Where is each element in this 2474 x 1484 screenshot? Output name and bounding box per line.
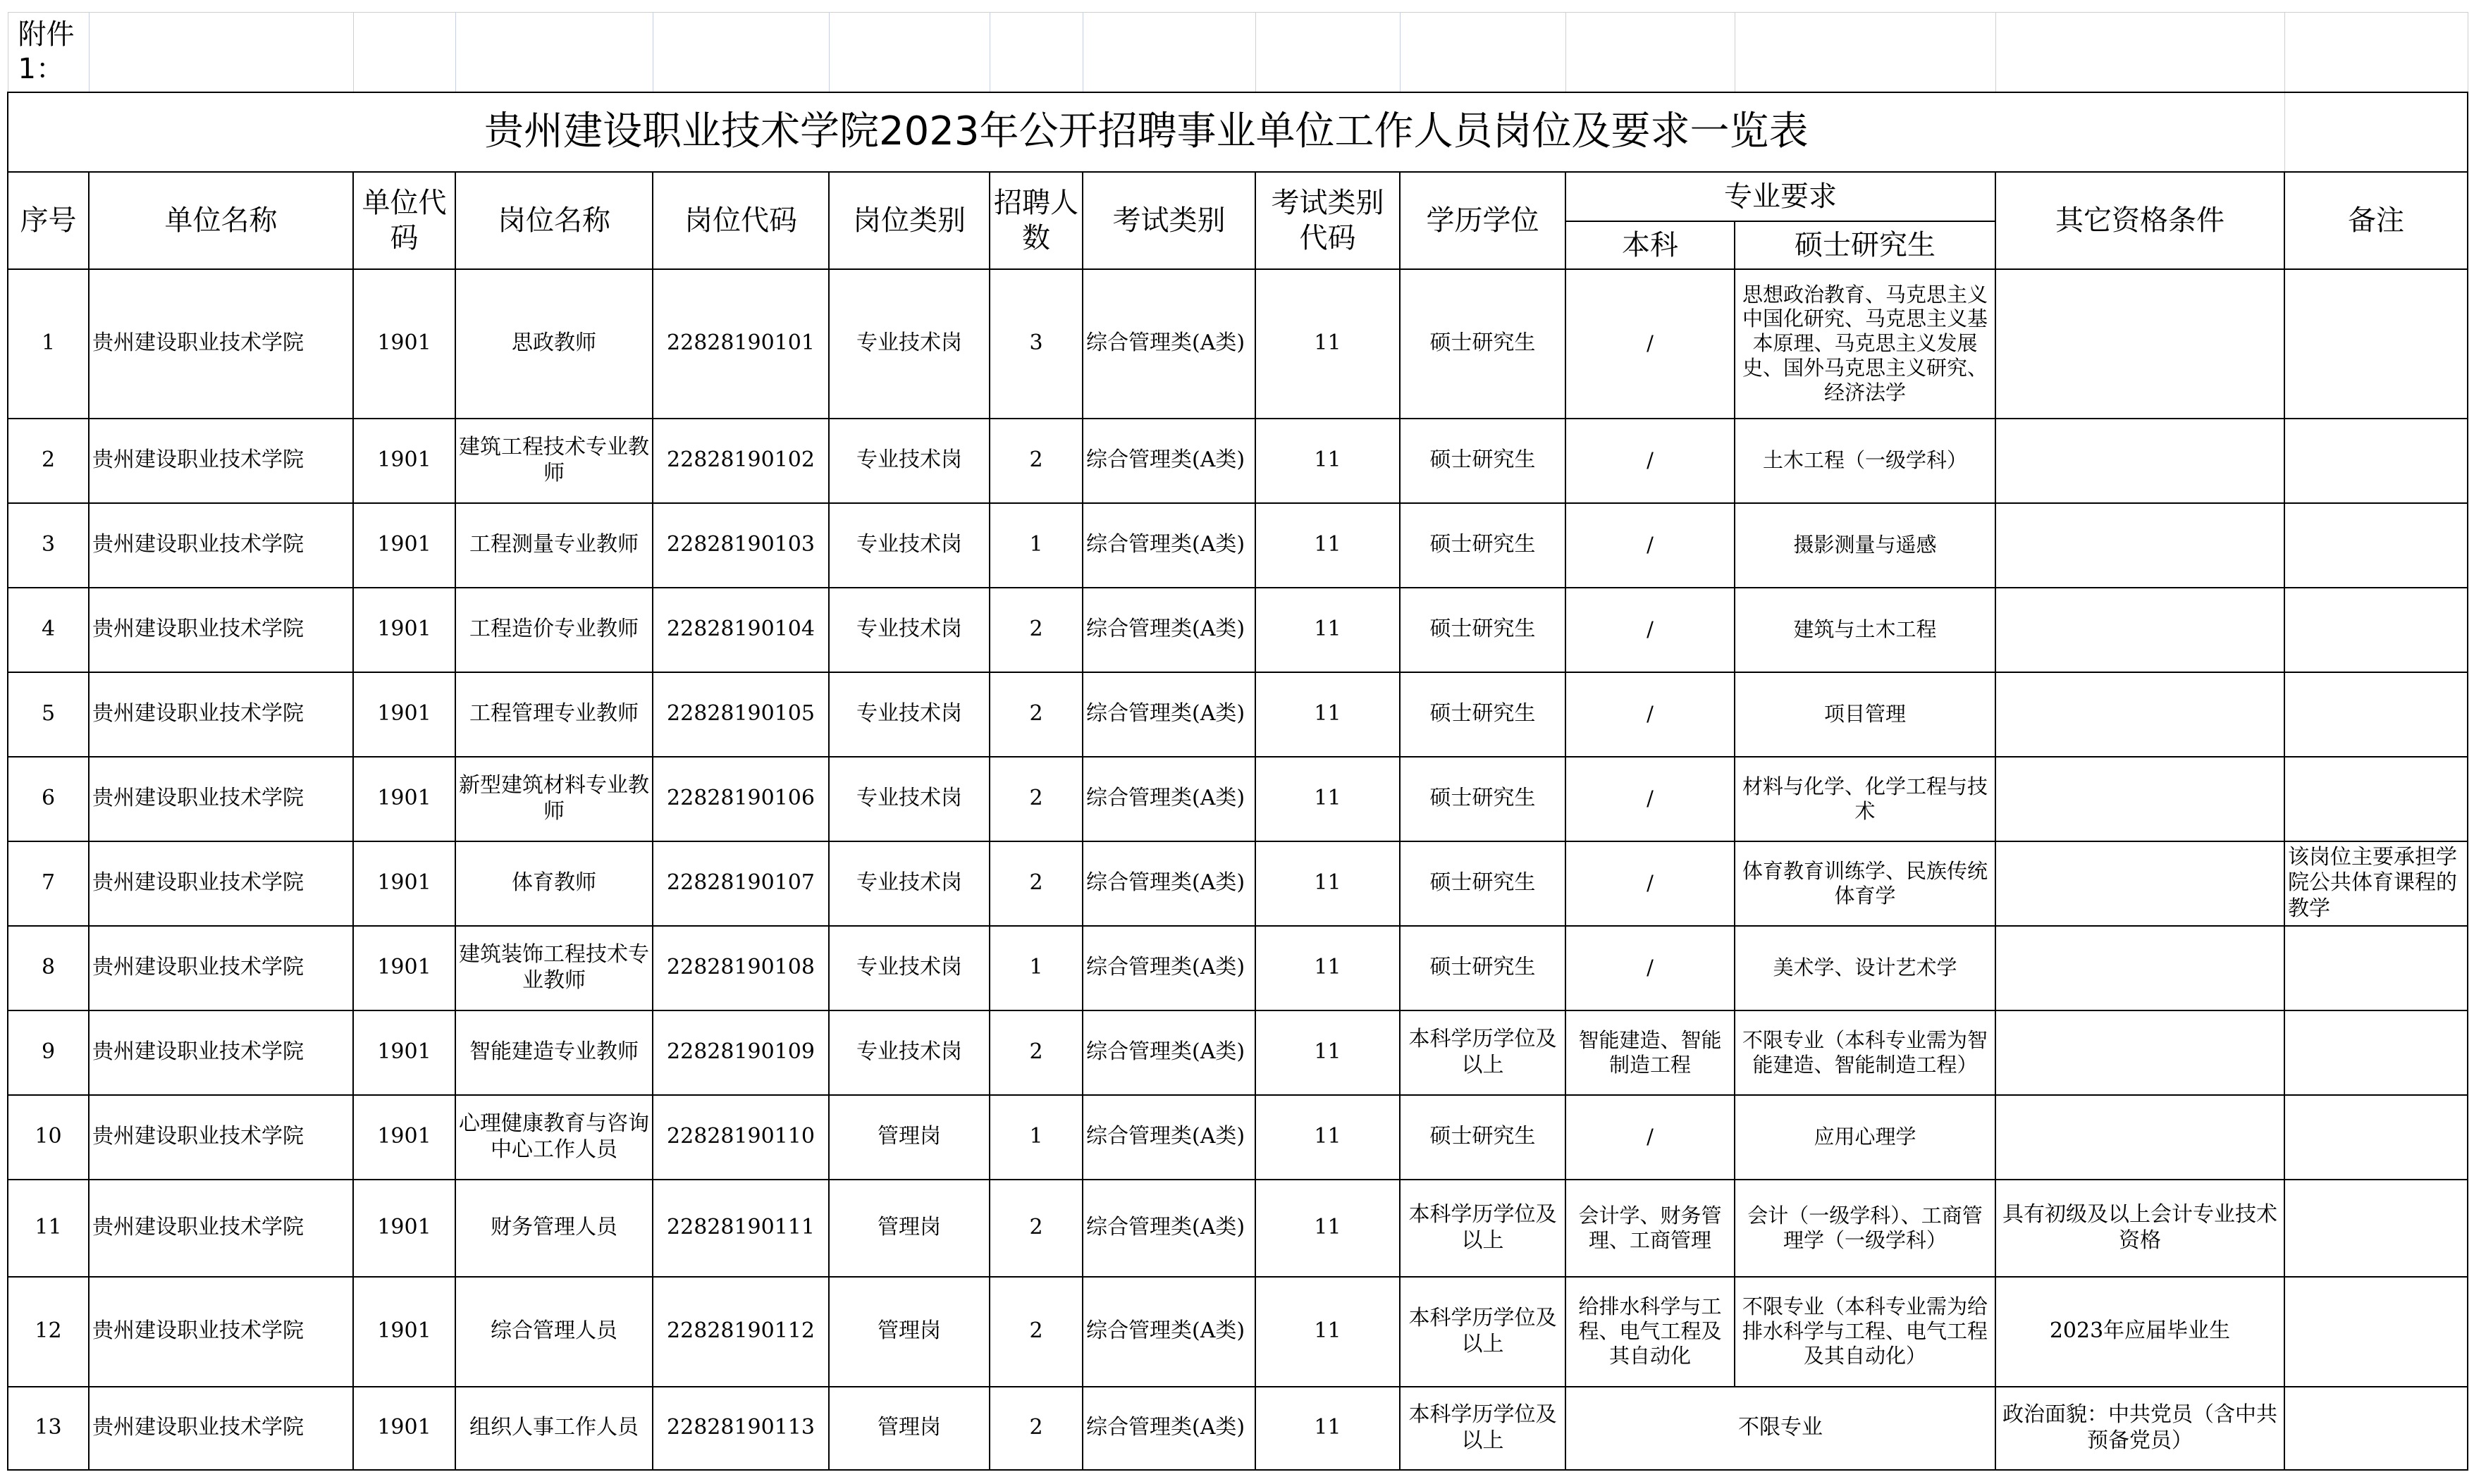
- cell-bachelor: /: [1565, 841, 1735, 926]
- cell-unit-name: 贵州建设职业技术学院: [89, 588, 353, 672]
- cell-seq: 3: [8, 503, 89, 588]
- cell-unit-name: 贵州建设职业技术学院: [89, 1095, 353, 1180]
- table-row: [8, 269, 2468, 419]
- cell-post-code: 22828190111: [653, 1180, 829, 1277]
- cell-bachelor: /: [1565, 1095, 1735, 1180]
- cell-post-type: 专业技术岗: [829, 841, 990, 926]
- cell-master: 会计（一级学科）、工商管理学（一级学科）: [1735, 1180, 1995, 1277]
- cell-remark: [2284, 1277, 2468, 1387]
- cell-post-type: 专业技术岗: [829, 588, 990, 672]
- cell-seq: 10: [8, 1095, 89, 1180]
- table-row: [8, 1095, 2468, 1180]
- cell-master: 思想政治教育、马克思主义中国化研究、马克思主义基本原理、马克思主义发展史、国外马克思主义研究、 经济法学: [1735, 269, 1995, 419]
- table-row: [8, 1387, 2468, 1470]
- cell-education: 硕士研究生: [1400, 926, 1565, 1010]
- cell-recruit-num: 2: [990, 1387, 1083, 1470]
- header-exam-code: 考试类别代码: [1255, 172, 1400, 269]
- cell-post-type: 专业技术岗: [829, 269, 990, 419]
- cell-post-name: 工程管理专业教师: [455, 672, 653, 757]
- cell-other: [1995, 1010, 2284, 1095]
- cell-exam-type: 综合管理类(A类): [1083, 503, 1255, 588]
- cell-post-name: 工程造价专业教师: [455, 588, 653, 672]
- header-row-1: [8, 172, 2468, 221]
- cell-unit-code: 1901: [353, 1095, 455, 1180]
- cell-seq: 12: [8, 1277, 89, 1387]
- cell-post-name: 新型建筑材料专业教师: [455, 757, 653, 841]
- cell-master: 美术学、设计艺术学: [1735, 926, 1995, 1010]
- cell-exam-code: 11: [1255, 1277, 1400, 1387]
- cell-seq: 7: [8, 841, 89, 926]
- cell-post-name: 心理健康教育与咨询中心工作人员: [455, 1095, 653, 1180]
- cell-recruit-num: 2: [990, 1277, 1083, 1387]
- cell-education: 硕士研究生: [1400, 841, 1565, 926]
- cell-exam-type: 综合管理类(A类): [1083, 419, 1255, 503]
- cell-post-type: 管理岗: [829, 1180, 990, 1277]
- header-master: 硕士研究生: [1735, 221, 1995, 269]
- cell-recruit-num: 1: [990, 1095, 1083, 1180]
- cell-master: 体育教育训练学、民族传统体育学: [1735, 841, 1995, 926]
- cell-exam-type: 综合管理类(A类): [1083, 269, 1255, 419]
- header-post-code: 岗位代码: [653, 172, 829, 269]
- cell-post-type: 专业技术岗: [829, 419, 990, 503]
- cell-other: 具有初级及以上会计专业技术资格: [1995, 1180, 2284, 1277]
- cell-post-code: 22828190106: [653, 757, 829, 841]
- cell-seq: 6: [8, 757, 89, 841]
- cell-master: 摄影测量与遥感: [1735, 503, 1995, 588]
- cell-post-name: 建筑装饰工程技术专业教师: [455, 926, 653, 1010]
- cell-bachelor: /: [1565, 588, 1735, 672]
- header-seq: 序号: [8, 172, 89, 269]
- cell-seq: 1: [8, 269, 89, 419]
- cell-master: 不限专业（本科专业需为给排水科学与工程、电气工程及其自动化）: [1735, 1277, 1995, 1387]
- cell-seq: 9: [8, 1010, 89, 1095]
- cell-unit-code: 1901: [353, 503, 455, 588]
- cell-post-name: 综合管理人员: [455, 1277, 653, 1387]
- cell-master: 材料与化学、化学工程与技术: [1735, 757, 1995, 841]
- header-post-type: 岗位类别: [829, 172, 990, 269]
- cell-education: 本科学历学位及以上: [1400, 1010, 1565, 1095]
- cell-education: 硕士研究生: [1400, 269, 1565, 419]
- cell-post-code: 22828190109: [653, 1010, 829, 1095]
- cell-education: 硕士研究生: [1400, 503, 1565, 588]
- cell-post-type: 专业技术岗: [829, 1010, 990, 1095]
- cell-master: 建筑与土木工程: [1735, 588, 1995, 672]
- cell-unit-name: 贵州建设职业技术学院: [89, 672, 353, 757]
- cell-unit-name: 贵州建设职业技术学院: [89, 1277, 353, 1387]
- header-major-req: 专业要求: [1565, 172, 1995, 221]
- cell-bachelor: /: [1565, 757, 1735, 841]
- cell-exam-type: 综合管理类(A类): [1083, 1180, 1255, 1277]
- cell-seq: 4: [8, 588, 89, 672]
- cell-unit-code: 1901: [353, 841, 455, 926]
- cell-unit-code: 1901: [353, 1010, 455, 1095]
- cell-remark: 该岗位主要承担学院公共体育课程的教学: [2284, 841, 2468, 926]
- cell-bachelor: /: [1565, 269, 1735, 419]
- header-education: 学历学位: [1400, 172, 1565, 269]
- cell-post-code: 22828190101: [653, 269, 829, 419]
- cell-other: [1995, 841, 2284, 926]
- cell-education: 硕士研究生: [1400, 419, 1565, 503]
- cell-exam-code: 11: [1255, 503, 1400, 588]
- cell-remark: [2284, 672, 2468, 757]
- cell-exam-type: 综合管理类(A类): [1083, 841, 1255, 926]
- cell-unit-name: 贵州建设职业技术学院: [89, 926, 353, 1010]
- cell-unit-code: 1901: [353, 588, 455, 672]
- cell-bachelor: /: [1565, 419, 1735, 503]
- cell-post-type: 管理岗: [829, 1095, 990, 1180]
- cell-recruit-num: 2: [990, 419, 1083, 503]
- cell-bachelor: /: [1565, 672, 1735, 757]
- header-recruit-num: 招聘人数: [990, 172, 1083, 269]
- cell-post-name: 建筑工程技术专业教师: [455, 419, 653, 503]
- cell-education: 硕士研究生: [1400, 672, 1565, 757]
- table-row: [8, 503, 2468, 588]
- cell-unit-code: 1901: [353, 672, 455, 757]
- table-row: [8, 926, 2468, 1010]
- cell-other: [1995, 757, 2284, 841]
- table-row: [8, 1277, 2468, 1387]
- cell-exam-code: 11: [1255, 588, 1400, 672]
- cell-other: [1995, 269, 2284, 419]
- cell-post-name: 财务管理人员: [455, 1180, 653, 1277]
- cell-exam-code: 11: [1255, 1180, 1400, 1277]
- cell-remark: [2284, 757, 2468, 841]
- cell-other: 政治面貌：中共党员（含中共预备党员）: [1995, 1387, 2284, 1470]
- cell-post-name: 工程测量专业教师: [455, 503, 653, 588]
- cell-post-name: 体育教师: [455, 841, 653, 926]
- cell-post-code: 22828190105: [653, 672, 829, 757]
- cell-exam-type: 综合管理类(A类): [1083, 1010, 1255, 1095]
- cell-exam-type: 综合管理类(A类): [1083, 757, 1255, 841]
- cell-unit-name: 贵州建设职业技术学院: [89, 1387, 353, 1470]
- cell-bachelor: 给排水科学与工程、电气工程及其自动化: [1565, 1277, 1735, 1387]
- cell-exam-type: 综合管理类(A类): [1083, 1387, 1255, 1470]
- cell-exam-code: 11: [1255, 926, 1400, 1010]
- cell-seq: 5: [8, 672, 89, 757]
- cell-exam-code: 11: [1255, 1095, 1400, 1180]
- cell-remark: [2284, 1387, 2468, 1470]
- cell-education: 本科学历学位及以上: [1400, 1277, 1565, 1387]
- cell-other: 2023年应届毕业生: [1995, 1277, 2284, 1387]
- cell-post-type: 专业技术岗: [829, 672, 990, 757]
- cell-seq: 8: [8, 926, 89, 1010]
- header-unit-code: 单位代码: [353, 172, 455, 269]
- cell-post-type: 管理岗: [829, 1387, 990, 1470]
- cell-recruit-num: 1: [990, 926, 1083, 1010]
- cell-unit-name: 贵州建设职业技术学院: [89, 269, 353, 419]
- cell-recruit-num: 2: [990, 841, 1083, 926]
- cell-post-code: 22828190104: [653, 588, 829, 672]
- cell-bachelor: /: [1565, 503, 1735, 588]
- cell-seq: 11: [8, 1180, 89, 1277]
- cell-education: 硕士研究生: [1400, 757, 1565, 841]
- cell-recruit-num: 2: [990, 1010, 1083, 1095]
- cell-other: [1995, 1095, 2284, 1180]
- cell-master: 不限专业（本科专业需为智能建造、智能制造工程）: [1735, 1010, 1995, 1095]
- page-title: 贵州建设职业技术学院2023年公开招聘事业单位工作人员岗位及要求一览表: [8, 92, 2284, 172]
- cell-post-type: 管理岗: [829, 1277, 990, 1387]
- cell-post-code: 22828190107: [653, 841, 829, 926]
- cell-recruit-num: 3: [990, 269, 1083, 419]
- cell-exam-type: 综合管理类(A类): [1083, 588, 1255, 672]
- cell-unit-code: 1901: [353, 269, 455, 419]
- header-exam-type: 考试类别: [1083, 172, 1255, 269]
- table-row: [8, 757, 2468, 841]
- cell-unit-code: 1901: [353, 1387, 455, 1470]
- cell-unit-code: 1901: [353, 1180, 455, 1277]
- cell-exam-type: 综合管理类(A类): [1083, 1095, 1255, 1180]
- header-post-name: 岗位名称: [455, 172, 653, 269]
- cell-recruit-num: 2: [990, 672, 1083, 757]
- cell-other: [1995, 419, 2284, 503]
- cell-remark: [2284, 1010, 2468, 1095]
- cell-exam-code: 11: [1255, 1010, 1400, 1095]
- cell-recruit-num: 1: [990, 503, 1083, 588]
- cell-unit-name: 贵州建设职业技术学院: [89, 1180, 353, 1277]
- recruitment-table: [7, 12, 2468, 1471]
- cell-seq: 2: [8, 419, 89, 503]
- cell-unit-name: 贵州建设职业技术学院: [89, 841, 353, 926]
- cell-education: 硕士研究生: [1400, 1095, 1565, 1180]
- cell-post-type: 专业技术岗: [829, 757, 990, 841]
- cell-education: 硕士研究生: [1400, 588, 1565, 672]
- table-row: [8, 419, 2468, 503]
- cell-remark: [2284, 503, 2468, 588]
- annex-label: 附件1：: [8, 13, 89, 92]
- cell-education: 本科学历学位及以上: [1400, 1180, 1565, 1277]
- cell-exam-code: 11: [1255, 757, 1400, 841]
- cell-remark: [2284, 588, 2468, 672]
- cell-remark: [2284, 419, 2468, 503]
- annex-row: [8, 13, 2468, 92]
- cell-bachelor: 会计学、财务管理、工商管理: [1565, 1180, 1735, 1277]
- cell-master: 项目管理: [1735, 672, 1995, 757]
- cell-post-code: 22828190108: [653, 926, 829, 1010]
- cell-post-name: 智能建造专业教师: [455, 1010, 653, 1095]
- cell-exam-type: 综合管理类(A类): [1083, 1277, 1255, 1387]
- cell-exam-code: 11: [1255, 419, 1400, 503]
- table-row: [8, 672, 2468, 757]
- cell-post-code: 22828190103: [653, 503, 829, 588]
- header-unit-name: 单位名称: [89, 172, 353, 269]
- cell-master: 土木工程（一级学科）: [1735, 419, 1995, 503]
- cell-remark: [2284, 1180, 2468, 1277]
- cell-other: [1995, 672, 2284, 757]
- cell-education: 本科学历学位及以上: [1400, 1387, 1565, 1470]
- cell-other: [1995, 926, 2284, 1010]
- header-other: 其它资格条件: [1995, 172, 2284, 269]
- cell-unit-code: 1901: [353, 926, 455, 1010]
- cell-post-code: 22828190112: [653, 1277, 829, 1387]
- cell-post-code: 22828190102: [653, 419, 829, 503]
- cell-post-type: 专业技术岗: [829, 926, 990, 1010]
- cell-other: [1995, 588, 2284, 672]
- cell-exam-code: 11: [1255, 269, 1400, 419]
- cell-other: [1995, 503, 2284, 588]
- cell-recruit-num: 2: [990, 588, 1083, 672]
- table-row: [8, 1010, 2468, 1095]
- cell-unit-name: 贵州建设职业技术学院: [89, 1010, 353, 1095]
- cell-post-code: 22828190113: [653, 1387, 829, 1470]
- table-row: [8, 588, 2468, 672]
- cell-post-code: 22828190110: [653, 1095, 829, 1180]
- cell-exam-type: 综合管理类(A类): [1083, 926, 1255, 1010]
- title-row: [8, 92, 2468, 172]
- cell-recruit-num: 2: [990, 757, 1083, 841]
- header-remark: 备注: [2284, 172, 2468, 269]
- cell-exam-type: 综合管理类(A类): [1083, 672, 1255, 757]
- cell-unit-code: 1901: [353, 419, 455, 503]
- cell-exam-code: 11: [1255, 672, 1400, 757]
- cell-remark: [2284, 926, 2468, 1010]
- cell-exam-code: 11: [1255, 1387, 1400, 1470]
- cell-post-name: 思政教师: [455, 269, 653, 419]
- cell-post-type: 专业技术岗: [829, 503, 990, 588]
- cell-unit-name: 贵州建设职业技术学院: [89, 419, 353, 503]
- table-row: [8, 841, 2468, 926]
- cell-bachelor: /: [1565, 926, 1735, 1010]
- cell-recruit-num: 2: [990, 1180, 1083, 1277]
- cell-unit-name: 贵州建设职业技术学院: [89, 503, 353, 588]
- cell-unit-code: 1901: [353, 1277, 455, 1387]
- cell-remark: [2284, 269, 2468, 419]
- cell-seq: 13: [8, 1387, 89, 1470]
- cell-remark: [2284, 1095, 2468, 1180]
- cell-unit-name: 贵州建设职业技术学院: [89, 757, 353, 841]
- table-row: [8, 1180, 2468, 1277]
- cell-bachelor: 智能建造、智能制造工程: [1565, 1010, 1735, 1095]
- cell-master: 应用心理学: [1735, 1095, 1995, 1180]
- cell-post-name: 组织人事工作人员: [455, 1387, 653, 1470]
- header-bachelor: 本科: [1565, 221, 1735, 269]
- cell-major-merged: 不限专业: [1565, 1387, 1995, 1470]
- cell-exam-code: 11: [1255, 841, 1400, 926]
- cell-unit-code: 1901: [353, 757, 455, 841]
